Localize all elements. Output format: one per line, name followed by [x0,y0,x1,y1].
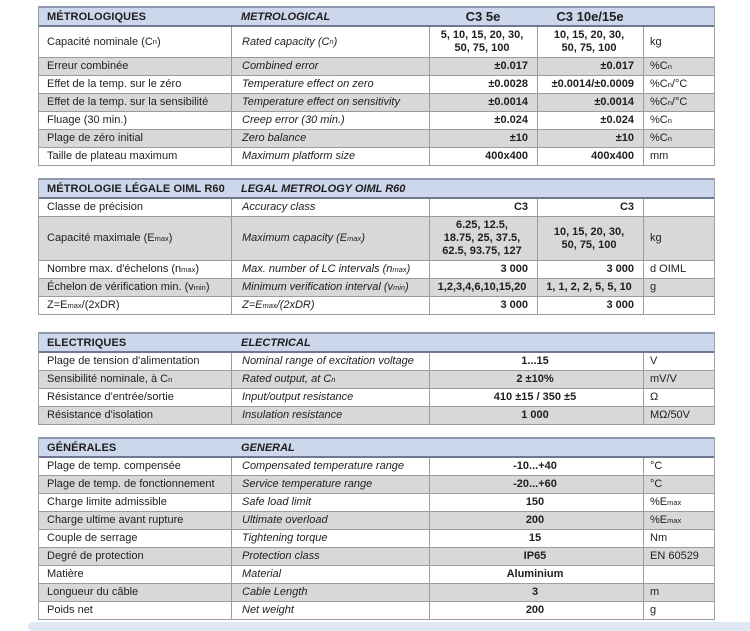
section-header-band [39,6,714,27]
label-en: Safe load limit [231,494,429,511]
label-en: Maximum platform size [231,148,429,165]
label-en: Temperature effect on sensitivity [231,94,429,111]
label-fr: Poids net [47,604,93,616]
section-header-band [39,332,714,353]
section-title-fr: ELECTRIQUES [47,336,127,349]
label-fr: Sensibilité nominale, à C n [47,373,173,385]
label-fr: Z=E max /(2xDR) [47,299,120,311]
label-fr: Degré de protection [47,550,144,562]
label-en: Ultimate overload [231,512,429,529]
spec-row [39,389,714,407]
unit: °C [643,458,714,475]
label-en: Protection class [231,548,429,565]
value-c3-5e: C3 [429,199,537,216]
label-fr: Plage de temp. compensée [47,460,181,472]
section-title-fr: GÉNÉRALES [47,441,117,454]
value-c3-10e-15e: 1, 1, 2, 2, 5, 5, 10 [537,279,643,296]
section-title-en: GENERAL [241,441,295,454]
unit: kg [643,27,714,57]
unit: V [643,353,714,370]
band-spacer [643,8,714,25]
section-header-band [39,178,714,199]
unit: %E max [643,494,714,511]
spec-row [39,353,714,371]
value-c3-10e-15e: ±0.024 [537,112,643,129]
label-fr: Classe de précision [47,201,143,213]
label-fr: Charge ultime avant rupture [47,514,184,526]
label-en: Combined error [231,58,429,75]
spec-row [39,530,714,548]
value-c3-5e: 1,2,3,4,6,10,15,20 [429,279,537,296]
section-header-band [39,437,714,458]
value-c3-10e-15e: 400x400 [537,148,643,165]
spec-table [38,6,715,631]
spec-row [39,566,714,584]
value-c3-10e-15e: 10, 15, 20, 30, 50, 75, 100 [537,217,643,260]
value-c3-5e: ±10 [429,130,537,147]
label-en: Z=E max /(2xDR) [231,297,429,314]
value-c3-10e-15e: ±0.0014 [537,94,643,111]
column-header-c3-5e: C3 5e [465,9,501,24]
value-merged: -20...+60 [429,476,643,493]
label-en: Nominal range of excitation voltage [231,353,429,370]
label-en: Max. number of LC intervals (n max ) [231,261,429,278]
value-c3-10e-15e: 10, 15, 20, 30, 50, 75, 100 [537,27,643,57]
spec-row [39,261,714,279]
label-en: Service temperature range [231,476,429,493]
value-c3-10e-15e: ±0.0014/±0.0009 [537,76,643,93]
label-fr: Erreur combinée [47,60,129,72]
value-merged: 1...15 [429,353,643,370]
unit: d OIML [643,261,714,278]
band-spacer [643,180,714,197]
label-en: Compensated temperature range [231,458,429,475]
label-en: Rated capacity (C n ) [231,27,429,57]
spec-row [39,407,714,425]
label-fr: Fluage (30 min.) [47,114,128,126]
band-spacer [429,439,643,456]
unit [643,297,714,314]
spec-row [39,458,714,476]
value-merged: 3 [429,584,643,601]
value-merged: -10...+40 [429,458,643,475]
section-title-fr: MÉTROLOGIE LÉGALE OIML R60 [47,182,225,195]
section-title-fr: MÉTROLOGIQUES [47,10,147,23]
value-c3-5e: 400x400 [429,148,537,165]
label-fr: Plage de temp. de fonctionnement [47,478,215,490]
label-fr: Capacité nominale (C n ) [47,35,161,48]
spec-row [39,279,714,297]
value-c3-5e: ±0.0028 [429,76,537,93]
label-en: Insulation resistance [231,407,429,424]
section-generales [38,437,715,620]
band-spacer [429,180,537,197]
unit: %C n /°C [643,94,714,111]
label-fr: Plage de zéro initial [47,132,144,144]
label-fr: Couple de serrage [47,532,138,544]
spec-row [39,584,714,602]
spec-row [39,148,714,166]
value-merged: 2 ±10% [429,371,643,388]
label-fr: Résistance d'entrée/sortie [47,391,174,403]
spec-row [39,548,714,566]
value-c3-5e: 5, 10, 15, 20, 30, 50, 75, 100 [429,27,537,57]
section-metrologie-legale [38,178,715,315]
label-en: Creep error (30 min.) [231,112,429,129]
band-spacer [429,334,643,351]
spec-row [39,512,714,530]
section-electriques [38,332,715,425]
section-title-en: METROLOGICAL [241,10,331,23]
unit: MΩ/50V [643,407,714,424]
label-fr: Échelon de vérification min. (v min ) [47,281,210,293]
band-spacer [643,334,714,351]
unit [643,199,714,216]
spec-row [39,130,714,148]
label-en: Temperature effect on zero [231,76,429,93]
unit: kg [643,217,714,260]
value-c3-5e: ±0.0014 [429,94,537,111]
unit: Nm [643,530,714,547]
value-c3-10e-15e: ±10 [537,130,643,147]
value-c3-10e-15e: C3 [537,199,643,216]
unit: m [643,584,714,601]
section-title-en: ELECTRICAL [241,336,311,349]
spec-row [39,371,714,389]
label-fr: Plage de tension d'alimentation [47,355,200,367]
spec-row [39,297,714,315]
label-en: Net weight [231,602,429,619]
label-fr: Effet de la temp. sur la sensibilité [47,96,209,108]
unit: %E max [643,512,714,529]
spec-row [39,494,714,512]
spec-row [39,94,714,112]
band-spacer [643,439,714,456]
spec-row [39,27,714,58]
label-fr: Charge limite admissible [47,496,167,508]
unit: %C n [643,58,714,75]
unit: g [643,602,714,619]
label-en: Tightening torque [231,530,429,547]
unit: mm [643,148,714,165]
label-en: Accuracy class [231,199,429,216]
section-metrologiques [38,6,715,166]
value-c3-10e-15e: 3 000 [537,261,643,278]
unit: %C n [643,130,714,147]
label-en: Rated output, at C n [231,371,429,388]
footer-strip [28,622,750,631]
unit: °C [643,476,714,493]
section-title-en: LEGAL METROLOGY OIML R60 [241,182,406,195]
label-en: Material [231,566,429,583]
band-spacer [537,180,643,197]
unit: g [643,279,714,296]
unit: %C n /°C [643,76,714,93]
value-c3-10e-15e: ±0.017 [537,58,643,75]
spec-row [39,76,714,94]
column-header-c3-10e-15e: C3 10e/15e [556,9,624,24]
value-merged: 200 [429,512,643,529]
spec-row [39,58,714,76]
label-en: Minimum verification interval (v min ) [231,279,429,296]
value-merged: 15 [429,530,643,547]
spec-row [39,217,714,261]
unit: Ω [643,389,714,406]
value-c3-5e: 3 000 [429,297,537,314]
unit: mV/V [643,371,714,388]
value-c3-5e: ±0.024 [429,112,537,129]
value-c3-5e: 3 000 [429,261,537,278]
spec-row [39,199,714,217]
label-en: Cable Length [231,584,429,601]
label-fr: Résistance d'isolation [47,409,154,421]
value-merged: IP65 [429,548,643,565]
label-fr: Effet de la temp. sur le zéro [47,78,182,90]
value-c3-5e: 6.25, 12.5, 18.75, 25, 37.5, 62.5, 93.75, 127 [429,217,537,260]
value-c3-10e-15e: 3 000 [537,297,643,314]
unit: EN 60529 [643,548,714,565]
label-fr: Nombre max. d'échelons (n max ) [47,263,200,275]
value-merged: Aluminium [429,566,643,583]
value-merged: 150 [429,494,643,511]
label-fr: Capacité maximale (E max ) [47,232,173,244]
value-merged: 200 [429,602,643,619]
value-merged: 410 ±15 / 350 ±5 [429,389,643,406]
label-en: Zero balance [231,130,429,147]
value-c3-5e: ±0.017 [429,58,537,75]
unit: %C n [643,112,714,129]
label-en: Maximum capacity (E max ) [231,217,429,260]
spec-row [39,476,714,494]
label-fr: Matière [47,568,84,580]
value-merged: 1 000 [429,407,643,424]
label-fr: Longueur du câble [47,586,139,598]
spec-row [39,602,714,620]
spec-row [39,112,714,130]
label-en: Input/output resistance [231,389,429,406]
unit [643,566,714,583]
label-fr: Taille de plateau maximum [47,150,178,162]
